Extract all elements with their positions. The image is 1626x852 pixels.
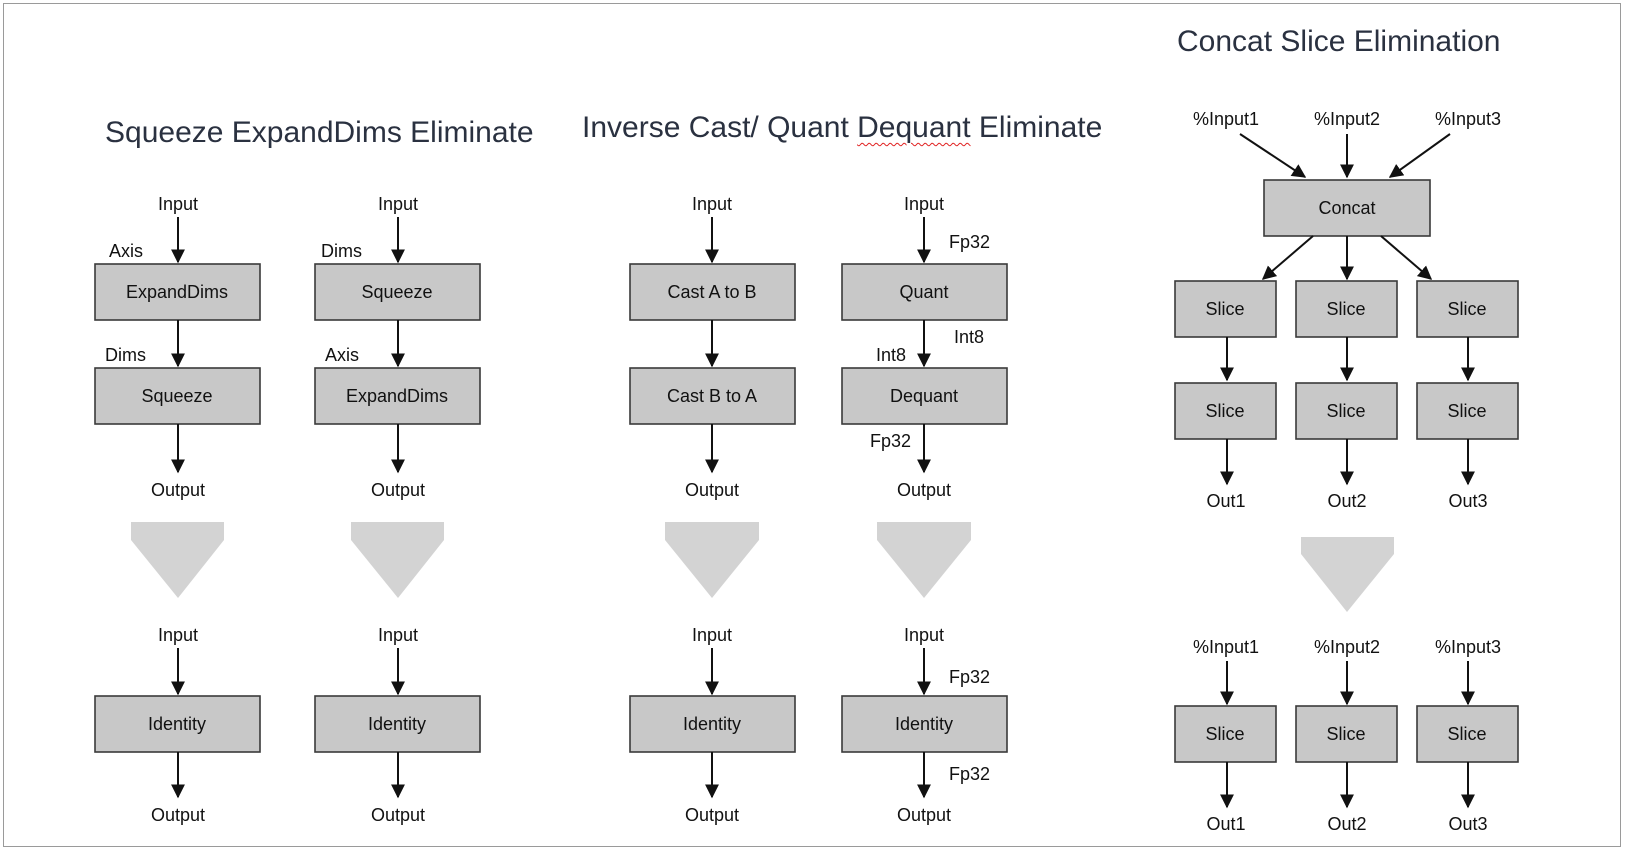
- node-dequant: [842, 368, 1007, 424]
- title-inverse-cast-dequant: Dequant: [857, 111, 971, 144]
- label-out2: Out2: [1327, 814, 1367, 834]
- label-input: Input: [903, 625, 945, 645]
- label-output: Output: [150, 805, 206, 825]
- node-identity: [630, 696, 795, 752]
- node-slice-label: Slice: [1447, 401, 1487, 421]
- label-output: Output: [370, 805, 426, 825]
- node-slice: [1175, 706, 1276, 762]
- big-down-arrow: [131, 522, 224, 598]
- column-expanddims-squeeze: [95, 194, 260, 825]
- node-slice-label: Slice: [1205, 724, 1245, 744]
- node-squeeze-label: Squeeze: [141, 386, 213, 406]
- node-squeeze-label: Squeeze: [361, 282, 433, 302]
- node-concat: [1264, 180, 1430, 236]
- label-axis: Axis: [325, 345, 360, 365]
- label-input: Input: [377, 194, 419, 214]
- edge: [1263, 236, 1313, 279]
- node-squeeze: [315, 264, 480, 320]
- edge: [1240, 134, 1305, 177]
- label-dims: Dims: [105, 345, 146, 365]
- label-input2: %Input2: [1313, 637, 1381, 657]
- node-cast-a-to-b: [630, 264, 795, 320]
- label-input2: %Input2: [1313, 109, 1381, 129]
- node-expanddims: [95, 264, 260, 320]
- label-output: Output: [684, 805, 740, 825]
- column-quant-dequant: [842, 194, 1007, 825]
- node-slice-label: Slice: [1326, 299, 1366, 319]
- title-concat-slice: Concat Slice Elimination: [1177, 25, 1501, 58]
- node-slice: [1296, 281, 1397, 337]
- big-down-arrow: [351, 522, 444, 598]
- node-expanddims: [315, 368, 480, 424]
- label-input: Input: [157, 194, 199, 214]
- node-identity-label: Identity: [894, 714, 954, 734]
- title-inverse-cast-suffix: Eliminate: [970, 111, 1103, 144]
- label-output: Output: [370, 480, 426, 500]
- node-identity-label: Identity: [147, 714, 207, 734]
- title-inverse-cast-prefix: Inverse Cast/ Quant: [582, 111, 858, 144]
- node-slice-label: Slice: [1326, 401, 1366, 421]
- node-slice-label: Slice: [1205, 299, 1245, 319]
- node-dequant-label: Dequant: [889, 386, 959, 406]
- label-input1: %Input1: [1192, 109, 1260, 129]
- big-down-arrow: [1301, 537, 1394, 612]
- node-identity: [842, 696, 1007, 752]
- label-input: Input: [903, 194, 945, 214]
- label-input: Input: [377, 625, 419, 645]
- big-down-arrow: [665, 522, 759, 598]
- node-slice-label: Slice: [1326, 724, 1366, 744]
- edge: [1381, 236, 1431, 279]
- node-slice: [1417, 706, 1518, 762]
- label-input3: %Input3: [1434, 109, 1502, 129]
- node-slice: [1296, 383, 1397, 439]
- label-input: Input: [691, 625, 733, 645]
- label-output: Output: [684, 480, 740, 500]
- label-input3: %Input3: [1434, 637, 1502, 657]
- node-slice-label: Slice: [1447, 724, 1487, 744]
- label-out1: Out1: [1206, 814, 1246, 834]
- node-slice: [1175, 383, 1276, 439]
- node-slice: [1417, 281, 1518, 337]
- label-out3: Out3: [1448, 491, 1488, 511]
- label-input1: %Input1: [1192, 637, 1260, 657]
- node-identity-label: Identity: [367, 714, 427, 734]
- label-output: Output: [150, 480, 206, 500]
- label-input: Input: [157, 625, 199, 645]
- title-squeeze-expanddims: Squeeze ExpandDims Eliminate: [105, 116, 534, 149]
- node-identity: [95, 696, 260, 752]
- node-slice: [1417, 383, 1518, 439]
- label-out2: Out2: [1327, 491, 1367, 511]
- column-squeeze-expanddims: [315, 194, 480, 825]
- label-out3: Out3: [1448, 814, 1488, 834]
- label-input: Input: [691, 194, 733, 214]
- label-axis: Axis: [109, 241, 144, 261]
- label-fp32: Fp32: [949, 232, 991, 252]
- node-slice: [1175, 281, 1276, 337]
- section-concat-slice: [1175, 109, 1518, 834]
- label-output: Output: [896, 805, 952, 825]
- label-output: Output: [896, 480, 952, 500]
- node-expanddims-label: ExpandDims: [125, 282, 229, 302]
- label-fp32: Fp32: [949, 764, 991, 784]
- node-quant: [842, 264, 1007, 320]
- node-identity-label: Identity: [682, 714, 742, 734]
- node-expanddims-label: ExpandDims: [345, 386, 449, 406]
- node-cast-b-to-a: [630, 368, 795, 424]
- edge: [1390, 134, 1450, 177]
- label-fp32: Fp32: [949, 667, 991, 687]
- label-fp32: Fp32: [870, 431, 912, 451]
- node-identity: [315, 696, 480, 752]
- node-cast-a-to-b-label: Cast A to B: [667, 282, 757, 302]
- node-slice-label: Slice: [1447, 299, 1487, 319]
- label-dims: Dims: [321, 241, 362, 261]
- column-cast: [630, 194, 795, 825]
- node-concat-label: Concat: [1318, 198, 1376, 218]
- node-squeeze: [95, 368, 260, 424]
- node-quant-label: Quant: [899, 282, 949, 302]
- node-slice-label: Slice: [1205, 401, 1245, 421]
- label-out1: Out1: [1206, 491, 1246, 511]
- label-int8: Int8: [876, 345, 907, 365]
- label-int8: Int8: [954, 327, 985, 347]
- node-slice: [1296, 706, 1397, 762]
- node-cast-b-to-a-label: Cast B to A: [666, 386, 758, 406]
- big-down-arrow: [877, 522, 971, 598]
